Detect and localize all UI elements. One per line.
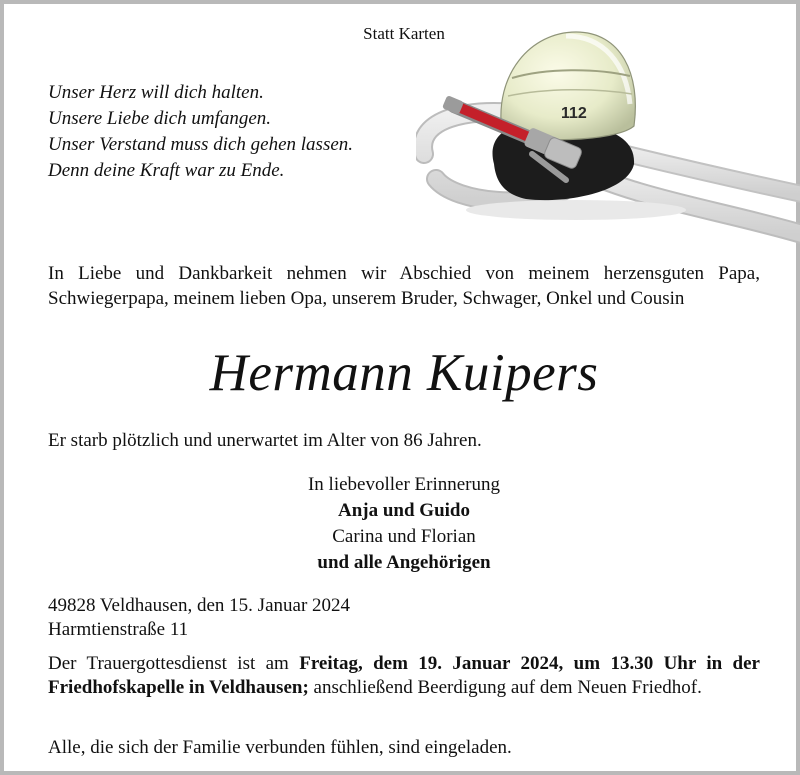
mourners-block [4, 472, 800, 576]
poem [48, 80, 353, 184]
statt-karten-heading: Statt Karten [363, 24, 445, 43]
street: Harmtienstraße 11 [48, 619, 189, 640]
mourner-relatives: und alle Angehörigen [317, 552, 491, 573]
funeral-info [48, 652, 760, 700]
poem-line: Unsere Liebe dich umfangen. [48, 108, 272, 129]
mourner-grandchildren: Carina und Florian [332, 526, 476, 547]
funeral-date-place: Freitag, dem 19. Januar 2024, um 13.30 Uhr in der Friedhofskapelle in Veldhausen; [48, 653, 760, 698]
poem-line: Unser Herz will dich halten. [48, 82, 264, 103]
intro-text: In Liebe und Dankbarkeit nehmen wir Abschied von meinem herzensguten Papa, Schwiegerpapa, meinem lieben Opa, unserem Bruder, Schwager, Onkel und Cousin [48, 263, 760, 309]
death-note: Er starb plötzlich und unerwartet im Alter von 86 Jahren. [48, 430, 482, 451]
firefighter-helmet-and-hose-icon [416, 14, 800, 254]
invitation-text: Alle, die sich der Familie verbunden fühlen, sind eingeladen. [48, 737, 512, 758]
mourners-intro: In liebevoller Erinnerung [307, 474, 501, 495]
mourner-children: Anja und Guido [337, 500, 470, 521]
poem-line: Unser Verstand muss dich gehen lassen. [48, 134, 354, 155]
deceased-name: Hermann Kuipers [209, 344, 599, 402]
poem-line: Denn deine Kraft war zu Ende. [48, 160, 285, 181]
funeral-text-start: Der Trauergottesdienst ist am [48, 653, 300, 674]
address-block [48, 594, 350, 642]
helmet-number: 112 [561, 105, 587, 122]
funeral-text-end: anschließend Beerdigung auf dem Neuen Friedhof. [308, 677, 702, 698]
place-date: 49828 Veldhausen, den 15. Januar 2024 [48, 595, 351, 616]
